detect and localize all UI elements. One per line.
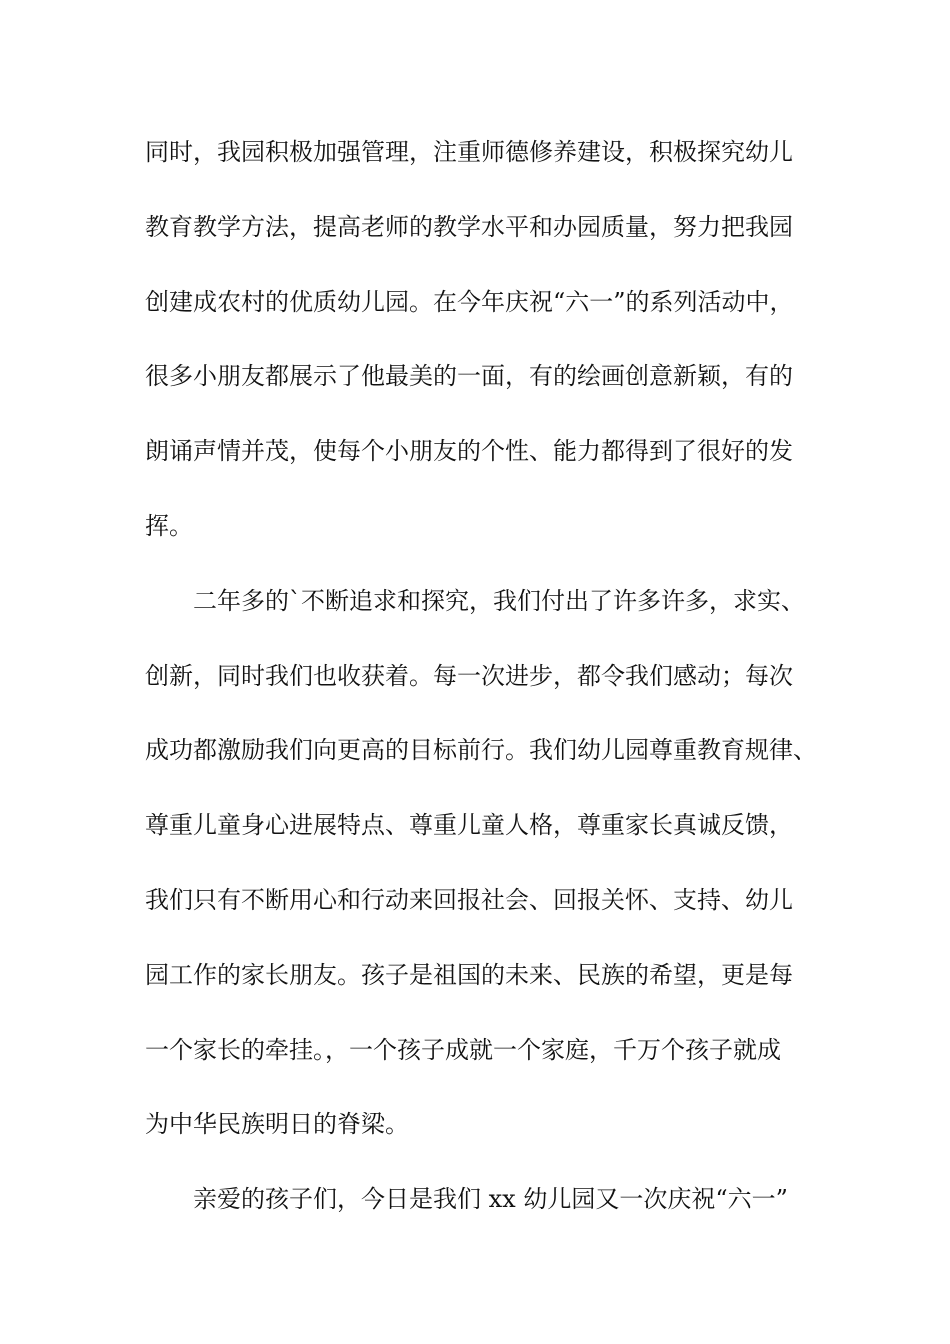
text-line: 教育教学方法，提高老师的教学水平和办园质量，努力把我园 [145, 212, 793, 241]
text-line: 我们只有不断用心和行动来回报社会、回报关怀、支持、幼儿 [145, 885, 793, 914]
text-line: 尊重儿童身心进展特点、尊重儿童人格，尊重家长真诚反馈， [145, 811, 793, 840]
text-line: 朗诵声情并茂，使每个小朋友的个性、能力都得到了很好的发 [145, 437, 793, 466]
text-line: 创新，同时我们也收获着。每一次进步，都令我们感动；每次 [145, 661, 793, 690]
text-line: 很多小朋友都展示了他最美的一面，有的绘画创意新颖，有的 [145, 362, 793, 391]
text-line: 创建成农村的优质幼儿园。在今年庆祝“六一”的系列活动中， [145, 287, 794, 316]
text-line: 一个家长的牵挂。，一个孩子成就一个家庭，千万个孩子就成 [145, 1035, 781, 1064]
paragraph-start-line: 二年多的`不断追求和探究，我们付出了许多许多，求实、 [193, 586, 805, 615]
body-text [145, 132, 825, 1254]
text-line: 挥。 [145, 511, 193, 540]
text-line: 为中华民族明日的脊梁。 [145, 1110, 409, 1139]
text-line: 成功都激励我们向更高的目标前行。我们幼儿园尊重教育规律、 [145, 736, 817, 765]
text-line: 园工作的家长朋友。孩子是祖国的未来、民族的希望，更是每 [145, 960, 793, 989]
paragraph-start-line: 亲爱的孩子们，今日是我们 xx 幼儿园又一次庆祝“六一” [193, 1185, 788, 1214]
text-line: 同时，我园积极加强管理，注重师德修养建设，积极探究幼儿 [145, 138, 793, 166]
